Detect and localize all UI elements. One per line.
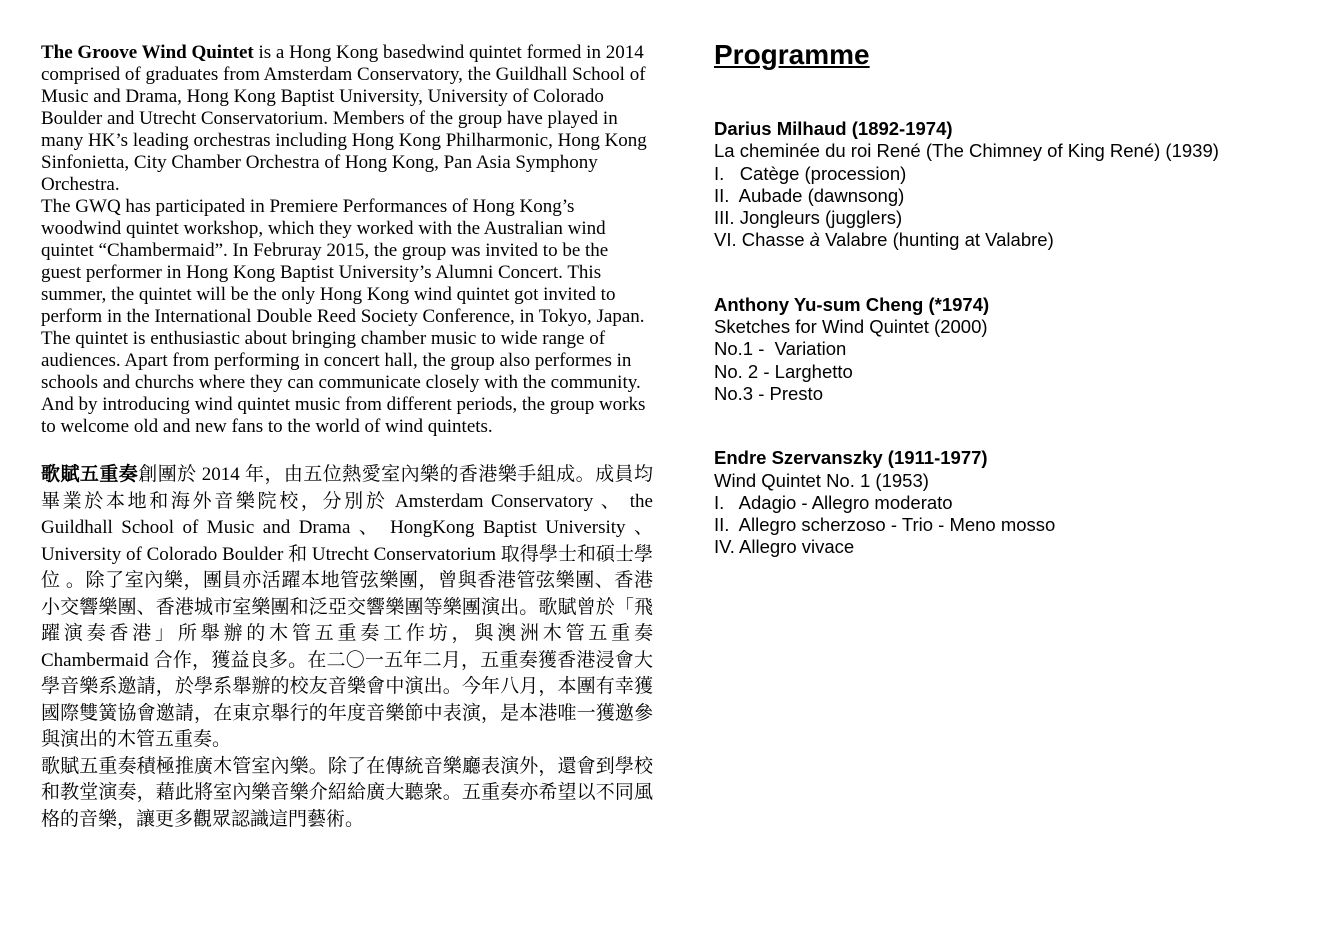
chinese-paragraph-2	[41, 754, 653, 834]
english-paragraph-1-lead: The Groove Wind Quintet	[41, 42, 254, 63]
chinese-paragraph-2-text: 歌賦五重奏積極推廣木管室內樂。除了在傳統音樂廳表演外，還會到學校和教堂演奏，藉此將室內樂音樂介紹給廣大聽衆。五重奏亦希望以不同風格的音樂，讓更多觀眾認識這門藝術。	[41, 755, 653, 830]
movement-text-pre: VI. Chasse	[714, 229, 810, 251]
programme-section-cheng	[714, 294, 1304, 405]
chinese-paragraph-1-lead: 歌賦五重奏	[41, 464, 139, 485]
chinese-paragraph-1	[41, 462, 653, 754]
movement-line: II. Allegro scherzoso - Trio - Meno mosso	[714, 514, 1056, 536]
movement-line: I. Catège (procession)	[714, 162, 907, 184]
english-paragraph-2	[41, 196, 653, 328]
programme-heading: Programme	[714, 39, 870, 70]
movement-line: No.1 - Variation	[714, 338, 847, 360]
work-title: La cheminée du roi René (The Chimney of King René) (1939)	[714, 140, 1219, 162]
movement-line: No.3 - Presto	[714, 382, 823, 404]
chinese-bio	[41, 462, 653, 833]
movement-line: I. Adagio - Allegro moderato	[714, 491, 953, 513]
movement-line: No. 2 - Larghetto	[714, 360, 853, 382]
chinese-paragraph-1-text: 創團於 2014 年，由五位熱愛室內樂的香港樂手組成。成員均畢業於本地和海外音樂院校，分別於 Amsterdam Conservatory 、 the Guildhall School of Music and Drama 、 HongKong Baptist University 、University of Colorado Boulder 和 Utrecht Conservatorium 取得學士和碩士學位 。除了室內樂，團員亦活躍本地管弦樂團，曾與香港管弦樂團、香港小交響樂團、香港城市室樂團和泛亞交響樂團等樂團演出。歌賦曾於「飛躍演奏香港」所舉辦的木管五重奏工作坊，與澳洲木管五重奏 Chambermaid 合作，獲益良多。在二〇一五年二月，五重奏獲香港浸會大學音樂系邀請，於學系舉辦的校友音樂會中演出。今年八月，本團有幸獲國際雙簧協會邀請，在東京舉行的年度音樂節中表演，是本港唯一獲邀參與演出的木管五重奏。	[41, 464, 653, 750]
english-paragraph-2-text: The GWQ has participated in Premiere Performances of Hong Kong’s woodwind quintet workshop, which they worked with the Australian wind quintet “Chambermaid”. In Februray 2015, the group was invited to be the guest performer in Hong Kong Baptist University’s Alumni Concert. This summer, the quintet will be the only Hong Kong wind quintet got invited to perform in the International Double Reed Society Conference, in Tokyo, Japan.	[41, 196, 645, 327]
english-paragraph-1	[41, 42, 653, 196]
programme-section-szervanszky	[714, 447, 1304, 558]
composer-name: Anthony Yu-sum Cheng (*1974)	[714, 293, 990, 315]
work-title: Wind Quintet No. 1 (1953)	[714, 469, 929, 491]
composer-name: Darius Milhaud (1892-1974)	[714, 118, 953, 139]
movement-line: III. Jongleurs (jugglers)	[714, 207, 903, 229]
work-title: Sketches for Wind Quintet (2000)	[714, 316, 988, 338]
programme-section-milhaud	[714, 118, 1304, 252]
movement-line	[714, 229, 1304, 251]
left-column	[41, 42, 653, 833]
movement-text-italic: à	[809, 229, 820, 251]
english-paragraph-1-text: is a Hong Kong basedwind quintet formed in 2014 comprised of graduates from Amsterdam Conservatory, the Guildhall School of Music and Drama, Hong Kong Baptist University, University of Colorado Boulder and Utrecht Conservatorium. Members of the group have played in many HK’s leading orchestras including Hong Kong Philharmonic, Hong Kong Sinfonietta, City Chamber Orchestra of Hong Kong, Pan Asia Symphony Orchestra.	[41, 42, 647, 195]
english-bio	[41, 42, 653, 438]
movement-line: II. Aubade (dawnsong)	[714, 184, 905, 206]
english-paragraph-3	[41, 328, 653, 438]
movement-line: IV. Allegro vivace	[714, 536, 855, 558]
programme-column	[714, 38, 1304, 601]
composer-name: Endre Szervanszky (1911-1977)	[714, 447, 988, 469]
movement-text-post: Valabre (hunting at Valabre)	[819, 229, 1054, 251]
english-paragraph-3-text: The quintet is enthusiastic about bringing chamber music to wide range of audiences. Apart from performing in concert hall, the group also performes in schools and churchs where they can communicate closely with the community. And by introducing wind quintet music from different periods, the group works to welcome old and new fans to the world of wind quintets.	[41, 328, 646, 437]
